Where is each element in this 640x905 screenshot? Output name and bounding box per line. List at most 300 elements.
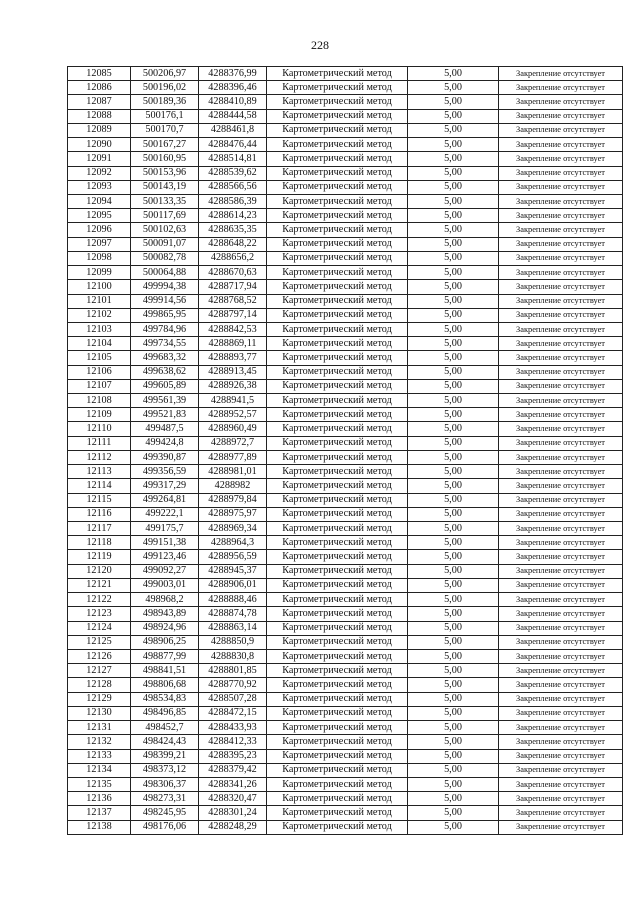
method-cell: Картометрический метод — [267, 81, 408, 95]
method-cell: Картометрический метод — [267, 180, 408, 194]
method-cell: Картометрический метод — [267, 379, 408, 393]
fixing-cell: Закрепление отсутствует — [499, 209, 623, 223]
fixing-cell: Закрепление отсутствует — [499, 635, 623, 649]
y-coordinate-cell: 4288982 — [199, 479, 267, 493]
table-row — [68, 109, 623, 123]
accuracy-cell: 5,00 — [408, 81, 499, 95]
fixing-cell: Закрепление отсутствует — [499, 266, 623, 280]
method-cell: Картометрический метод — [267, 436, 408, 450]
fixing-cell: Закрепление отсутствует — [499, 223, 623, 237]
y-coordinate-cell: 4288320,47 — [199, 792, 267, 806]
method-cell: Картометрический метод — [267, 749, 408, 763]
accuracy-cell: 5,00 — [408, 280, 499, 294]
point-number-cell: 12087 — [68, 95, 131, 109]
accuracy-cell: 5,00 — [408, 308, 499, 322]
x-coordinate-cell: 499683,32 — [131, 351, 199, 365]
x-coordinate-cell: 499356,59 — [131, 465, 199, 479]
page-number: 228 — [311, 38, 329, 52]
accuracy-cell: 5,00 — [408, 763, 499, 777]
x-coordinate-cell: 499865,95 — [131, 308, 199, 322]
accuracy-cell: 5,00 — [408, 621, 499, 635]
method-cell: Картометрический метод — [267, 721, 408, 735]
method-cell: Картометрический метод — [267, 408, 408, 422]
method-cell: Картометрический метод — [267, 194, 408, 208]
accuracy-cell: 5,00 — [408, 664, 499, 678]
point-number-cell: 12132 — [68, 735, 131, 749]
accuracy-cell: 5,00 — [408, 351, 499, 365]
point-number-cell: 12120 — [68, 564, 131, 578]
x-coordinate-cell: 499264,81 — [131, 493, 199, 507]
point-number-cell: 12135 — [68, 777, 131, 791]
table-row — [68, 522, 623, 536]
fixing-cell: Закрепление отсутствует — [499, 123, 623, 137]
method-cell: Картометрический метод — [267, 522, 408, 536]
accuracy-cell: 5,00 — [408, 777, 499, 791]
x-coordinate-cell: 498534,83 — [131, 692, 199, 706]
method-cell: Картометрический метод — [267, 664, 408, 678]
fixing-cell: Закрепление отсутствует — [499, 792, 623, 806]
y-coordinate-cell: 4288586,39 — [199, 194, 267, 208]
x-coordinate-cell: 499175,7 — [131, 522, 199, 536]
y-coordinate-cell: 4288444,58 — [199, 109, 267, 123]
method-cell: Картометрический метод — [267, 123, 408, 137]
method-cell: Картометрический метод — [267, 820, 408, 834]
y-coordinate-cell: 4288979,84 — [199, 493, 267, 507]
method-cell: Картометрический метод — [267, 479, 408, 493]
method-cell: Картометрический метод — [267, 678, 408, 692]
x-coordinate-cell: 499123,46 — [131, 550, 199, 564]
point-number-cell: 12125 — [68, 635, 131, 649]
table-row — [68, 507, 623, 521]
point-number-cell: 12124 — [68, 621, 131, 635]
table-row — [68, 593, 623, 607]
table-row — [68, 792, 623, 806]
y-coordinate-cell: 4288956,59 — [199, 550, 267, 564]
table-row — [68, 138, 623, 152]
x-coordinate-cell: 500143,19 — [131, 180, 199, 194]
method-cell: Картометрический метод — [267, 763, 408, 777]
point-number-cell: 12095 — [68, 209, 131, 223]
y-coordinate-cell: 4288850,9 — [199, 635, 267, 649]
y-coordinate-cell: 4288977,89 — [199, 450, 267, 464]
table-row — [68, 749, 623, 763]
accuracy-cell: 5,00 — [408, 422, 499, 436]
point-number-cell: 12128 — [68, 678, 131, 692]
accuracy-cell: 5,00 — [408, 152, 499, 166]
y-coordinate-cell: 4288410,89 — [199, 95, 267, 109]
fixing-cell: Закрепление отсутствует — [499, 593, 623, 607]
y-coordinate-cell: 4288648,22 — [199, 237, 267, 251]
y-coordinate-cell: 4288717,94 — [199, 280, 267, 294]
y-coordinate-cell: 4288635,35 — [199, 223, 267, 237]
accuracy-cell: 5,00 — [408, 166, 499, 180]
fixing-cell: Закрепление отсутствует — [499, 507, 623, 521]
accuracy-cell: 5,00 — [408, 408, 499, 422]
y-coordinate-cell: 4288893,77 — [199, 351, 267, 365]
x-coordinate-cell: 498496,85 — [131, 706, 199, 720]
table-row — [68, 351, 623, 365]
table-row — [68, 564, 623, 578]
point-number-cell: 12096 — [68, 223, 131, 237]
y-coordinate-cell: 4288969,34 — [199, 522, 267, 536]
point-number-cell: 12089 — [68, 123, 131, 137]
table-row — [68, 692, 623, 706]
table-row — [68, 223, 623, 237]
y-coordinate-cell: 4288869,11 — [199, 337, 267, 351]
method-cell: Картометрический метод — [267, 266, 408, 280]
method-cell: Картометрический метод — [267, 138, 408, 152]
point-number-cell: 12113 — [68, 465, 131, 479]
x-coordinate-cell: 500133,35 — [131, 194, 199, 208]
point-number-cell: 12137 — [68, 806, 131, 820]
method-cell: Картометрический метод — [267, 649, 408, 663]
x-coordinate-cell: 498424,43 — [131, 735, 199, 749]
method-cell: Картометрический метод — [267, 394, 408, 408]
fixing-cell: Закрепление отсутствует — [499, 649, 623, 663]
point-number-cell: 12138 — [68, 820, 131, 834]
x-coordinate-cell: 499424,8 — [131, 436, 199, 450]
x-coordinate-cell: 499638,62 — [131, 365, 199, 379]
point-number-cell: 12136 — [68, 792, 131, 806]
y-coordinate-cell: 4288801,85 — [199, 664, 267, 678]
y-coordinate-cell: 4288975,97 — [199, 507, 267, 521]
fixing-cell: Закрепление отсутствует — [499, 81, 623, 95]
method-cell: Картометрический метод — [267, 251, 408, 265]
accuracy-cell: 5,00 — [408, 138, 499, 152]
accuracy-cell: 5,00 — [408, 593, 499, 607]
accuracy-cell: 5,00 — [408, 607, 499, 621]
accuracy-cell: 5,00 — [408, 322, 499, 336]
table-row — [68, 820, 623, 834]
point-number-cell: 12127 — [68, 664, 131, 678]
table-row — [68, 67, 623, 81]
y-coordinate-cell: 4288972,7 — [199, 436, 267, 450]
x-coordinate-cell: 498841,51 — [131, 664, 199, 678]
point-number-cell: 12122 — [68, 593, 131, 607]
fixing-cell: Закрепление отсутствует — [499, 678, 623, 692]
y-coordinate-cell: 4288539,62 — [199, 166, 267, 180]
y-coordinate-cell: 4288614,23 — [199, 209, 267, 223]
accuracy-cell: 5,00 — [408, 735, 499, 749]
fixing-cell: Закрепление отсутствует — [499, 735, 623, 749]
x-coordinate-cell: 500091,07 — [131, 237, 199, 251]
fixing-cell: Закрепление отсутствует — [499, 763, 623, 777]
accuracy-cell: 5,00 — [408, 95, 499, 109]
accuracy-cell: 5,00 — [408, 564, 499, 578]
fixing-cell: Закрепление отсутствует — [499, 564, 623, 578]
accuracy-cell: 5,00 — [408, 379, 499, 393]
y-coordinate-cell: 4288461,8 — [199, 123, 267, 137]
accuracy-cell: 5,00 — [408, 749, 499, 763]
fixing-cell: Закрепление отсутствует — [499, 450, 623, 464]
y-coordinate-cell: 4288476,44 — [199, 138, 267, 152]
point-number-cell: 12106 — [68, 365, 131, 379]
x-coordinate-cell: 500189,36 — [131, 95, 199, 109]
y-coordinate-cell: 4288874,78 — [199, 607, 267, 621]
method-cell: Картометрический метод — [267, 593, 408, 607]
point-number-cell: 12088 — [68, 109, 131, 123]
point-number-cell: 12104 — [68, 337, 131, 351]
fixing-cell: Закрепление отсутствует — [499, 777, 623, 791]
x-coordinate-cell: 499092,27 — [131, 564, 199, 578]
y-coordinate-cell: 4288830,8 — [199, 649, 267, 663]
accuracy-cell: 5,00 — [408, 578, 499, 592]
table-body — [68, 67, 623, 835]
fixing-cell: Закрепление отсутствует — [499, 607, 623, 621]
table-row — [68, 294, 623, 308]
method-cell: Картометрический метод — [267, 450, 408, 464]
point-number-cell: 12097 — [68, 237, 131, 251]
fixing-cell: Закрепление отсутствует — [499, 408, 623, 422]
method-cell: Картометрический метод — [267, 337, 408, 351]
y-coordinate-cell: 4288379,42 — [199, 763, 267, 777]
fixing-cell: Закрепление отсутствует — [499, 138, 623, 152]
accuracy-cell: 5,00 — [408, 223, 499, 237]
table-row — [68, 578, 623, 592]
point-number-cell: 12130 — [68, 706, 131, 720]
y-coordinate-cell: 4288507,28 — [199, 692, 267, 706]
point-number-cell: 12117 — [68, 522, 131, 536]
point-number-cell: 12098 — [68, 251, 131, 265]
fixing-cell: Закрепление отсутствует — [499, 251, 623, 265]
table-row — [68, 123, 623, 137]
method-cell: Картометрический метод — [267, 237, 408, 251]
point-number-cell: 12099 — [68, 266, 131, 280]
x-coordinate-cell: 498806,68 — [131, 678, 199, 692]
fixing-cell: Закрепление отсутствует — [499, 351, 623, 365]
table-row — [68, 721, 623, 735]
accuracy-cell: 5,00 — [408, 678, 499, 692]
point-number-cell: 12108 — [68, 394, 131, 408]
method-cell: Картометрический метод — [267, 109, 408, 123]
fixing-cell: Закрепление отсутствует — [499, 280, 623, 294]
point-number-cell: 12112 — [68, 450, 131, 464]
method-cell: Картометрический метод — [267, 280, 408, 294]
table-row — [68, 493, 623, 507]
accuracy-cell: 5,00 — [408, 649, 499, 663]
y-coordinate-cell: 4288941,5 — [199, 394, 267, 408]
x-coordinate-cell: 500176,1 — [131, 109, 199, 123]
method-cell: Картометрический метод — [267, 351, 408, 365]
fixing-cell: Закрепление отсутствует — [499, 379, 623, 393]
fixing-cell: Закрепление отсутствует — [499, 166, 623, 180]
x-coordinate-cell: 500102,63 — [131, 223, 199, 237]
accuracy-cell: 5,00 — [408, 251, 499, 265]
table-row — [68, 607, 623, 621]
x-coordinate-cell: 499605,89 — [131, 379, 199, 393]
point-number-cell: 12107 — [68, 379, 131, 393]
accuracy-cell: 5,00 — [408, 721, 499, 735]
point-number-cell: 12121 — [68, 578, 131, 592]
accuracy-cell: 5,00 — [408, 180, 499, 194]
method-cell: Картометрический метод — [267, 422, 408, 436]
accuracy-cell: 5,00 — [408, 465, 499, 479]
table-row — [68, 379, 623, 393]
table-row — [68, 237, 623, 251]
table-row — [68, 635, 623, 649]
table-row — [68, 394, 623, 408]
method-cell: Картометрический метод — [267, 578, 408, 592]
table-row — [68, 209, 623, 223]
point-number-cell: 12103 — [68, 322, 131, 336]
x-coordinate-cell: 498943,89 — [131, 607, 199, 621]
y-coordinate-cell: 4288913,45 — [199, 365, 267, 379]
x-coordinate-cell: 498906,25 — [131, 635, 199, 649]
fixing-cell: Закрепление отсутствует — [499, 493, 623, 507]
table-row — [68, 180, 623, 194]
method-cell: Картометрический метод — [267, 322, 408, 336]
point-number-cell: 12129 — [68, 692, 131, 706]
table-row — [68, 450, 623, 464]
accuracy-cell: 5,00 — [408, 436, 499, 450]
x-coordinate-cell: 499151,38 — [131, 536, 199, 550]
fixing-cell: Закрепление отсутствует — [499, 664, 623, 678]
table-row — [68, 95, 623, 109]
y-coordinate-cell: 4288906,01 — [199, 578, 267, 592]
fixing-cell: Закрепление отсутствует — [499, 422, 623, 436]
point-number-cell: 12085 — [68, 67, 131, 81]
point-number-cell: 12134 — [68, 763, 131, 777]
method-cell: Картометрический метод — [267, 792, 408, 806]
fixing-cell: Закрепление отсутствует — [499, 308, 623, 322]
accuracy-cell: 5,00 — [408, 806, 499, 820]
table-row — [68, 408, 623, 422]
fixing-cell: Закрепление отсутствует — [499, 294, 623, 308]
method-cell: Картометрический метод — [267, 223, 408, 237]
point-number-cell: 12086 — [68, 81, 131, 95]
fixing-cell: Закрепление отсутствует — [499, 322, 623, 336]
point-number-cell: 12126 — [68, 649, 131, 663]
method-cell: Картометрический метод — [267, 507, 408, 521]
method-cell: Картометрический метод — [267, 294, 408, 308]
table-row — [68, 465, 623, 479]
fixing-cell: Закрепление отсутствует — [499, 109, 623, 123]
table-row — [68, 735, 623, 749]
point-number-cell: 12101 — [68, 294, 131, 308]
table-row — [68, 664, 623, 678]
fixing-cell: Закрепление отсутствует — [499, 95, 623, 109]
fixing-cell: Закрепление отсутствует — [499, 67, 623, 81]
accuracy-cell: 5,00 — [408, 365, 499, 379]
fixing-cell: Закрепление отсутствует — [499, 806, 623, 820]
fixing-cell: Закрепление отсутствует — [499, 749, 623, 763]
table-row — [68, 550, 623, 564]
table-row — [68, 536, 623, 550]
fixing-cell: Закрепление отсутствует — [499, 621, 623, 635]
method-cell: Картометрический метод — [267, 209, 408, 223]
y-coordinate-cell: 4288396,46 — [199, 81, 267, 95]
y-coordinate-cell: 4288952,57 — [199, 408, 267, 422]
x-coordinate-cell: 500117,69 — [131, 209, 199, 223]
table-row — [68, 266, 623, 280]
method-cell: Картометрический метод — [267, 635, 408, 649]
accuracy-cell: 5,00 — [408, 479, 499, 493]
table-row — [68, 81, 623, 95]
accuracy-cell: 5,00 — [408, 109, 499, 123]
table-row — [68, 280, 623, 294]
table-row — [68, 152, 623, 166]
method-cell: Картометрический метод — [267, 308, 408, 322]
point-number-cell: 12115 — [68, 493, 131, 507]
x-coordinate-cell: 498306,37 — [131, 777, 199, 791]
y-coordinate-cell: 4288412,33 — [199, 735, 267, 749]
point-number-cell: 12123 — [68, 607, 131, 621]
y-coordinate-cell: 4288945,37 — [199, 564, 267, 578]
fixing-cell: Закрепление отсутствует — [499, 692, 623, 706]
point-number-cell: 12131 — [68, 721, 131, 735]
point-number-cell: 12119 — [68, 550, 131, 564]
accuracy-cell: 5,00 — [408, 450, 499, 464]
table-row — [68, 479, 623, 493]
accuracy-cell: 5,00 — [408, 294, 499, 308]
method-cell: Картометрический метод — [267, 465, 408, 479]
x-coordinate-cell: 499317,29 — [131, 479, 199, 493]
table-row — [68, 166, 623, 180]
accuracy-cell: 5,00 — [408, 522, 499, 536]
method-cell: Картометрический метод — [267, 493, 408, 507]
method-cell: Картометрический метод — [267, 806, 408, 820]
accuracy-cell: 5,00 — [408, 237, 499, 251]
table-row — [68, 337, 623, 351]
y-coordinate-cell: 4288797,14 — [199, 308, 267, 322]
accuracy-cell: 5,00 — [408, 706, 499, 720]
x-coordinate-cell: 499994,38 — [131, 280, 199, 294]
method-cell: Картометрический метод — [267, 706, 408, 720]
x-coordinate-cell: 498245,95 — [131, 806, 199, 820]
y-coordinate-cell: 4288376,99 — [199, 67, 267, 81]
x-coordinate-cell: 498373,12 — [131, 763, 199, 777]
accuracy-cell: 5,00 — [408, 123, 499, 137]
fixing-cell: Закрепление отсутствует — [499, 465, 623, 479]
y-coordinate-cell: 4288768,52 — [199, 294, 267, 308]
fixing-cell: Закрепление отсутствует — [499, 180, 623, 194]
x-coordinate-cell: 500167,27 — [131, 138, 199, 152]
y-coordinate-cell: 4288981,01 — [199, 465, 267, 479]
method-cell: Картометрический метод — [267, 365, 408, 379]
x-coordinate-cell: 499734,55 — [131, 337, 199, 351]
fixing-cell: Закрепление отсутствует — [499, 522, 623, 536]
method-cell: Картометрический метод — [267, 692, 408, 706]
point-number-cell: 12111 — [68, 436, 131, 450]
x-coordinate-cell: 498399,21 — [131, 749, 199, 763]
x-coordinate-cell: 499914,56 — [131, 294, 199, 308]
fixing-cell: Закрепление отсутствует — [499, 337, 623, 351]
fixing-cell: Закрепление отсутствует — [499, 706, 623, 720]
method-cell: Картометрический метод — [267, 166, 408, 180]
fixing-cell: Закрепление отсутствует — [499, 536, 623, 550]
table-row — [68, 806, 623, 820]
method-cell: Картометрический метод — [267, 777, 408, 791]
accuracy-cell: 5,00 — [408, 792, 499, 806]
y-coordinate-cell: 4288566,56 — [199, 180, 267, 194]
x-coordinate-cell: 498176,06 — [131, 820, 199, 834]
table-row — [68, 706, 623, 720]
y-coordinate-cell: 4288770,92 — [199, 678, 267, 692]
accuracy-cell: 5,00 — [408, 394, 499, 408]
y-coordinate-cell: 4288960,49 — [199, 422, 267, 436]
x-coordinate-cell: 500064,88 — [131, 266, 199, 280]
fixing-cell: Закрепление отсутствует — [499, 550, 623, 564]
x-coordinate-cell: 500153,96 — [131, 166, 199, 180]
y-coordinate-cell: 4288888,46 — [199, 593, 267, 607]
y-coordinate-cell: 4288472,15 — [199, 706, 267, 720]
table-row — [68, 251, 623, 265]
y-coordinate-cell: 4288842,53 — [199, 322, 267, 336]
fixing-cell: Закрепление отсутствует — [499, 394, 623, 408]
coordinates-table — [67, 66, 623, 835]
x-coordinate-cell: 500170,7 — [131, 123, 199, 137]
y-coordinate-cell: 4288433,93 — [199, 721, 267, 735]
